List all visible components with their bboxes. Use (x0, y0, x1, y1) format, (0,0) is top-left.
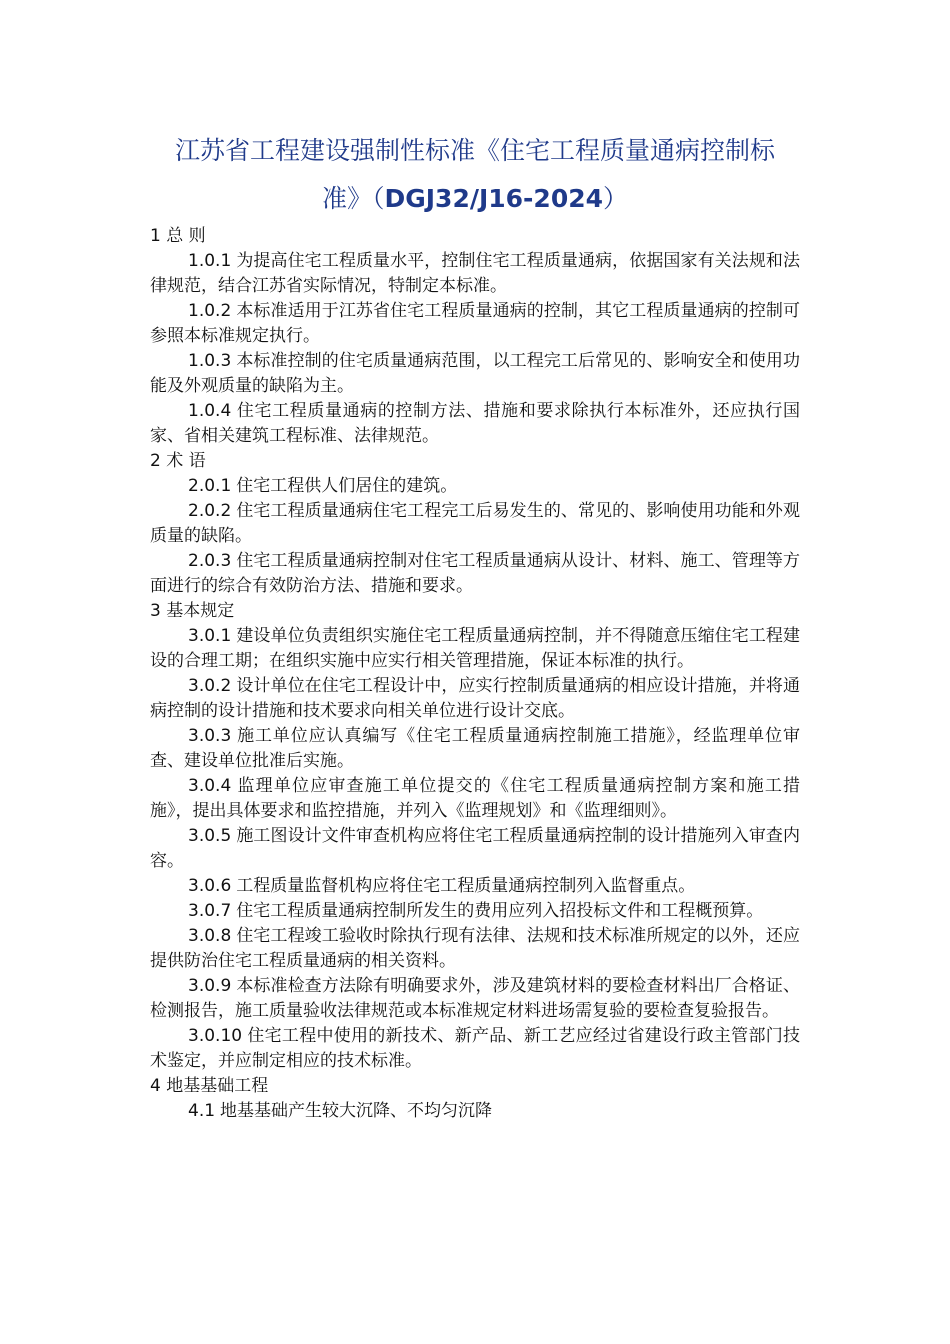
clause-text: 住宅工程质量通病控制所发生的费用应列入招投标文件和工程概预算。 (236, 901, 764, 921)
clause-paragraph (150, 249, 800, 299)
clause-text: 设计单位在住宅工程设计中，应实行控制质量通病的相应设计措施，并将通病控制的设计措施和技术要求向相关单位进行设计交底。 (150, 676, 800, 721)
clause-paragraph (150, 624, 800, 674)
clause-text: 地基基础产生较大沉降、不均匀沉降 (220, 1101, 493, 1121)
clause-number: 2.0.2 (188, 501, 232, 521)
clause-number: 3.0.8 (188, 926, 232, 946)
clause-number: 3.0.5 (188, 826, 232, 846)
clause-number: 4.1 (188, 1101, 216, 1121)
clause-text: 本标准检查方法除有明确要求外，涉及建筑材料的要检查材料出厂合格证、检测报告，施工质量验收法律规范或本标准规定材料进场需复验的要检查复验报告。 (150, 976, 800, 1021)
clause-paragraph (150, 899, 800, 924)
title-suffix: ） (603, 184, 629, 213)
clause-number: 3.0.7 (188, 901, 232, 921)
section-heading: 3 基本规定 (150, 601, 235, 621)
clause-paragraph (150, 824, 800, 874)
clause-paragraph (150, 474, 800, 499)
clause-number: 1.0.1 (188, 251, 232, 271)
clause-number: 3.0.4 (188, 776, 232, 796)
clause-paragraph (150, 549, 800, 599)
clause-text: 工程质量监督机构应将住宅工程质量通病控制列入监督重点。 (236, 876, 696, 896)
clause-text: 为提高住宅工程质量水平，控制住宅工程质量通病，依据国家有关法规和法律规范，结合江苏省实际情况，特制定本标准。 (150, 251, 800, 296)
clause-text: 住宅工程竣工验收时除执行现有法律、法规和技术标准所规定的以外，还应提供防治住宅工程质量通病的相关资料。 (150, 926, 800, 971)
clause-paragraph (150, 924, 800, 974)
clause-text: 建设单位负责组织实施住宅工程质量通病控制，并不得随意压缩住宅工程建设的合理工期；在组织实施中应实行相关管理措施，保证本标准的执行。 (150, 626, 800, 671)
clause-paragraph (150, 499, 800, 549)
clause-text: 住宅工程中使用的新技术、新产品、新工艺应经过省建设行政主管部门技术鉴定，并应制定相应的技术标准。 (150, 1026, 800, 1071)
section-heading: 1 总 则 (150, 226, 206, 246)
clause-paragraph (150, 974, 800, 1024)
clause-paragraph (150, 724, 800, 774)
clause-text: 本标准适用于江苏省住宅工程质量通病的控制，其它工程质量通病的控制可参照本标准规定执行。 (150, 301, 800, 346)
document-body (150, 224, 800, 1124)
clause-number: 1.0.3 (188, 351, 232, 371)
clause-text: 本标准控制的住宅质量通病范围，以工程完工后常见的、影响安全和使用功能及外观质量的缺陷为主。 (150, 351, 800, 396)
clause-number: 3.0.6 (188, 876, 232, 896)
standard-code: DGJ32/J16-2024 (384, 184, 604, 213)
document-title-line-1: 江苏省工程建设强制性标准《住宅工程质量通病控制标 (174, 136, 775, 165)
clause-text: 施工图设计文件审查机构应将住宅工程质量通病控制的设计措施列入审查内容。 (150, 826, 800, 871)
clause-paragraph (150, 874, 800, 899)
clause-text: 施工单位应认真编写《住宅工程质量通病控制施工措施》，经监理单位审查、建设单位批准后实施。 (150, 726, 800, 771)
title-prefix: 准》（ (321, 184, 385, 213)
clause-text: 住宅工程供人们居住的建筑。 (236, 476, 458, 496)
clause-number: 3.0.1 (188, 626, 232, 646)
clause-number: 3.0.9 (188, 976, 232, 996)
clause-paragraph (150, 299, 800, 349)
clause-text: 监理单位应审查施工单位提交的《住宅工程质量通病控制方案和施工措施》，提出具体要求和监控措施，并列入《监理规划》和《监理细则》。 (150, 776, 800, 821)
clause-text: 住宅工程质量通病控制对住宅工程质量通病从设计、材料、施工、管理等方面进行的综合有效防治方法、措施和要求。 (150, 551, 800, 596)
clause-number: 3.0.3 (188, 726, 232, 746)
clause-text: 住宅工程质量通病住宅工程完工后易发生的、常见的、影响使用功能和外观质量的缺陷。 (150, 501, 800, 546)
clause-paragraph (150, 1024, 800, 1074)
clause-number: 1.0.4 (188, 401, 232, 421)
clause-paragraph (150, 349, 800, 399)
clause-paragraph (150, 1099, 800, 1124)
section-heading: 4 地基基础工程 (150, 1076, 269, 1096)
document-title-line-2 (100, 176, 850, 222)
section-heading: 2 术 语 (150, 451, 206, 471)
clause-paragraph (150, 674, 800, 724)
clause-number: 2.0.1 (188, 476, 232, 496)
clause-number: 3.0.10 (188, 1026, 243, 1046)
clause-number: 3.0.2 (188, 676, 232, 696)
clause-number: 2.0.3 (188, 551, 232, 571)
clause-paragraph (150, 399, 800, 449)
clause-paragraph (150, 774, 800, 824)
clause-text: 住宅工程质量通病的控制方法、措施和要求除执行本标准外，还应执行国家、省相关建筑工程标准、法律规范。 (150, 401, 800, 446)
clause-number: 1.0.2 (188, 301, 232, 321)
